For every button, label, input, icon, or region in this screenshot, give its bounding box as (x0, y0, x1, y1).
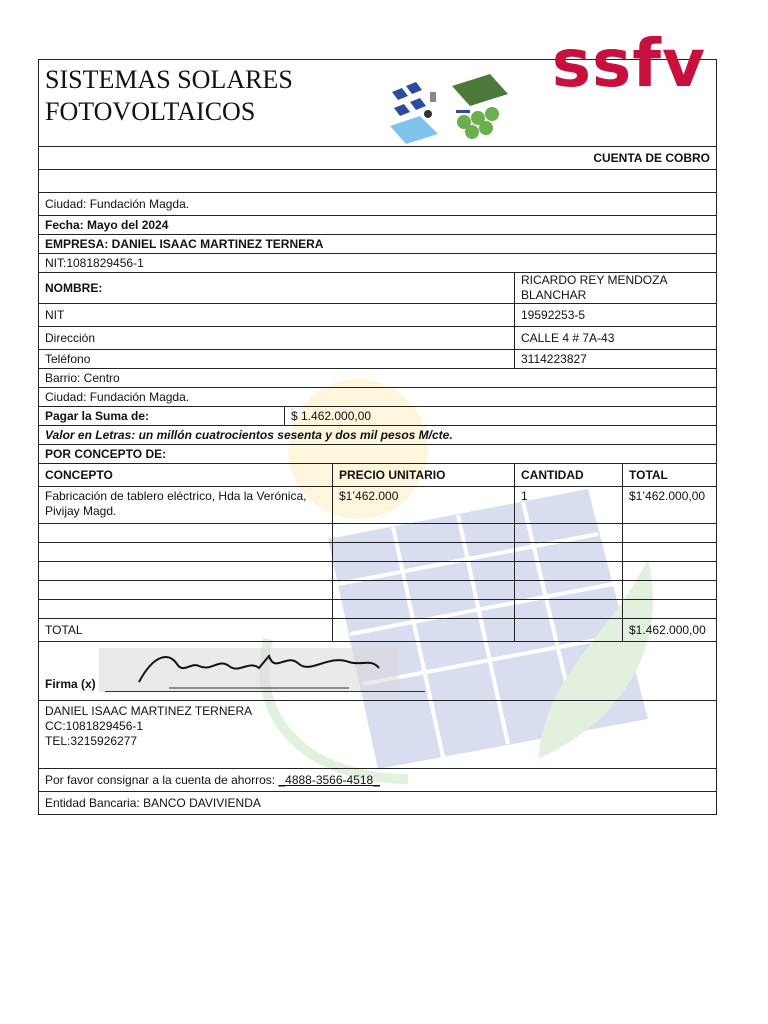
nit-label: NIT (39, 304, 515, 327)
signer-cc: CC:1081829456-1 (45, 719, 144, 733)
telefono-label: Teléfono (39, 350, 515, 369)
signer-name: DANIEL ISAAC MARTINEZ TERNERA (45, 704, 253, 718)
signature-area (39, 642, 717, 701)
total-value: $1.462.000,00 (623, 619, 717, 642)
table-row (39, 600, 717, 619)
letterhead (39, 25, 717, 147)
solar-system-diagram-icon (380, 64, 510, 144)
signature-line (105, 691, 425, 692)
valor-letras: Valor en Letras: un millón cuatrocientos sesenta y dos mil pesos M/cte. (39, 426, 717, 445)
cell-concepto: Fabricación de tablero eléctrico, Hda la Verónica, Pivijay Magd. (39, 487, 333, 524)
handwritten-signature-image (99, 644, 399, 694)
col-header-precio: PRECIO UNITARIO (333, 464, 515, 487)
nombre-value: RICARDO REY MENDOZA BLANCHAR (515, 273, 717, 304)
invoice-document (38, 25, 716, 815)
total-blank-2 (515, 619, 623, 642)
cuenta-label: Por favor consignar a la cuenta de ahorros: (45, 772, 279, 787)
por-concepto-heading: POR CONCEPTO DE: (39, 445, 717, 464)
entidad-line: Entidad Bancaria: BANCO DAVIVIENDA (39, 792, 717, 815)
total-blank-1 (333, 619, 515, 642)
cuenta-numero: _4888-3566-4518_ (278, 772, 380, 787)
col-header-total: TOTAL (623, 464, 717, 487)
cell-total: $1’462.000,00 (623, 487, 717, 524)
direccion-label: Dirección (39, 327, 515, 350)
total-label: TOTAL (39, 619, 333, 642)
ssfv-logo-text: ssfv (551, 25, 707, 102)
ciudad-line: Ciudad: Fundación Magda. (39, 193, 717, 216)
blank-row (39, 170, 717, 193)
logo (380, 25, 710, 144)
cuenta-line (39, 769, 717, 792)
table-row (39, 487, 717, 524)
table-row (39, 562, 717, 581)
table-row (39, 543, 717, 562)
direccion-value: CALLE 4 # 7A-43 (515, 327, 717, 350)
company-name: SISTEMAS SOLARES FOTOVOLTAICOS (45, 65, 293, 126)
nombre-label: NOMBRE: (39, 273, 515, 304)
nit-value: 19592253-5 (515, 304, 717, 327)
signer-info (39, 701, 717, 769)
telefono-value: 3114223827 (515, 350, 717, 369)
firma-label: Firma (x) (45, 677, 96, 691)
col-header-cantidad: CANTIDAD (515, 464, 623, 487)
nit-empresa-line: NIT:1081829456-1 (39, 254, 717, 273)
table-row (39, 581, 717, 600)
cell-precio: $1’462.000 (333, 487, 515, 524)
pagar-value: $ 1.462.000,00 (285, 407, 717, 426)
empresa-line: EMPRESA: DANIEL ISAAC MARTINEZ TERNERA (39, 235, 717, 254)
document-title: CUENTA DE COBRO (39, 147, 717, 170)
signer-tel: TEL:3215926277 (45, 734, 138, 748)
table-row (39, 524, 717, 543)
cell-cantidad: 1 (515, 487, 623, 524)
barrio-line: Barrio: Centro (39, 369, 717, 388)
fecha-line: Fecha: Mayo del 2024 (39, 216, 717, 235)
invoice-table (38, 25, 717, 815)
col-header-concepto: CONCEPTO (39, 464, 333, 487)
ciudad-line-2: Ciudad: Fundación Magda. (39, 388, 717, 407)
pagar-label: Pagar la Suma de: (39, 407, 285, 426)
